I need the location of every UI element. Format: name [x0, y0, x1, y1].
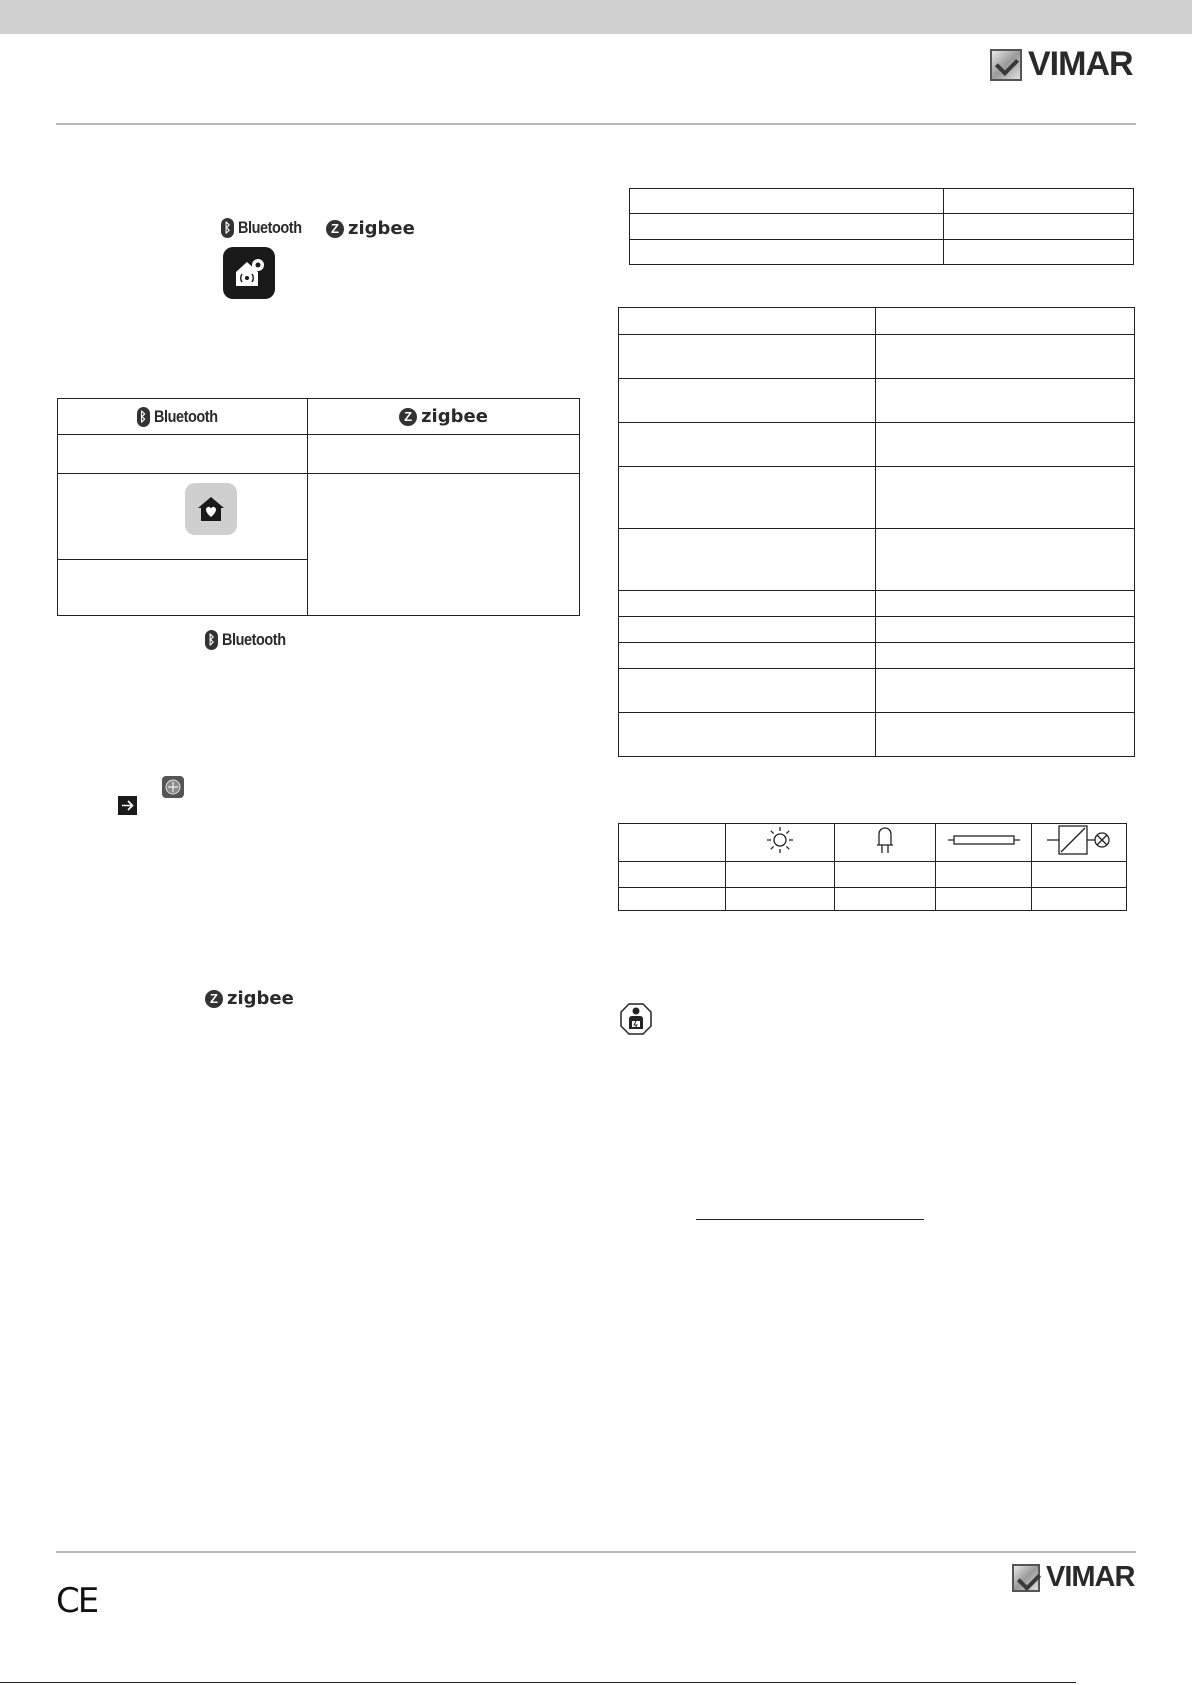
table-cell — [619, 862, 726, 888]
table-header-transformer — [1032, 824, 1127, 862]
table-cell — [619, 591, 876, 617]
bluetooth-icon: ᛒ — [205, 630, 218, 650]
table-cell — [619, 467, 876, 529]
header-brand-name: VIMAR — [1028, 45, 1133, 83]
ce-mark: CE — [56, 1581, 98, 1621]
table-cell — [58, 435, 308, 474]
table-header-led — [835, 824, 936, 862]
header-bluetooth-logo: ᛒ Bluetooth — [221, 218, 313, 238]
fluorescent-tube-icon — [946, 832, 1022, 848]
table-cell — [876, 379, 1135, 423]
zigbee-icon: Z — [399, 408, 417, 426]
table-header-zigbee: Z zigbee — [308, 399, 580, 435]
table-cell — [876, 669, 1135, 713]
technical-data-table — [618, 307, 1135, 757]
table-cell — [876, 308, 1135, 335]
bluetooth-zigbee-table — [57, 398, 580, 616]
table-cell — [619, 529, 876, 591]
table-cell — [835, 888, 936, 911]
table-cell — [876, 423, 1135, 467]
home-heart-icon — [185, 483, 237, 535]
qualified-installer-icon — [619, 1002, 653, 1041]
table-cell — [619, 643, 876, 669]
table-cell — [619, 308, 876, 335]
bluetooth-icon: ᛒ — [137, 407, 150, 427]
table-cell — [876, 713, 1135, 757]
table-cell — [944, 189, 1134, 214]
arrow-right-icon — [118, 796, 137, 815]
add-icon — [162, 776, 184, 798]
bottom-rule — [0, 1682, 1076, 1683]
vimar-logo-mark-icon — [1012, 1564, 1040, 1592]
table-cell — [619, 713, 876, 757]
table-cell — [1032, 888, 1127, 911]
table-header-lamp — [726, 824, 835, 862]
led-icon — [873, 825, 897, 855]
load-types-table — [618, 823, 1127, 911]
table-cell — [876, 529, 1135, 591]
table-cell — [876, 335, 1135, 379]
table-cell — [630, 214, 944, 240]
table-cell — [876, 467, 1135, 529]
table-cell — [944, 214, 1134, 240]
zigbee-icon: Z — [205, 990, 223, 1008]
table-cell — [619, 335, 876, 379]
table-cell — [936, 888, 1032, 911]
table-cell — [619, 888, 726, 911]
table-cell — [726, 888, 835, 911]
table-cell — [936, 862, 1032, 888]
table-header-bluetooth: ᛒ Bluetooth — [58, 399, 308, 435]
table-cell — [630, 189, 944, 214]
header-logo — [990, 45, 1133, 84]
transformer-icon — [1043, 824, 1115, 856]
underline-rule — [696, 1219, 924, 1220]
table-cell — [944, 240, 1134, 265]
top-bar — [0, 0, 1192, 34]
header-zigbee-logo: Z zigbee — [326, 218, 415, 239]
table-header-fluorescent — [936, 824, 1032, 862]
table-cell — [619, 669, 876, 713]
footer-brand-name: VIMAR — [1046, 1561, 1135, 1593]
table-cell — [619, 379, 876, 423]
zigbee-icon: Z — [326, 220, 344, 238]
table-cell — [58, 560, 308, 616]
vimar-logo-mark-icon — [990, 49, 1022, 81]
table-cell — [876, 591, 1135, 617]
table-cell — [308, 435, 580, 474]
section-bluetooth-logo: ᛒ Bluetooth — [205, 630, 297, 650]
lamp-icon — [765, 825, 795, 855]
table-cell — [619, 423, 876, 467]
table-cell — [835, 862, 936, 888]
section-zigbee-logo: Z zigbee — [205, 988, 294, 1009]
right-table-small — [629, 188, 1134, 265]
table-cell — [876, 643, 1135, 669]
table-cell — [876, 617, 1135, 643]
header-rule — [56, 123, 1136, 125]
app-settings-icon — [223, 247, 275, 299]
table-cell — [619, 824, 726, 862]
bluetooth-icon: ᛒ — [221, 218, 234, 238]
table-cell — [619, 617, 876, 643]
footer-logo — [1012, 1561, 1134, 1594]
table-cell — [58, 474, 308, 560]
table-cell — [1032, 862, 1127, 888]
footer-rule — [56, 1551, 1136, 1553]
table-cell — [726, 862, 835, 888]
table-cell — [630, 240, 944, 265]
table-cell — [308, 474, 580, 616]
